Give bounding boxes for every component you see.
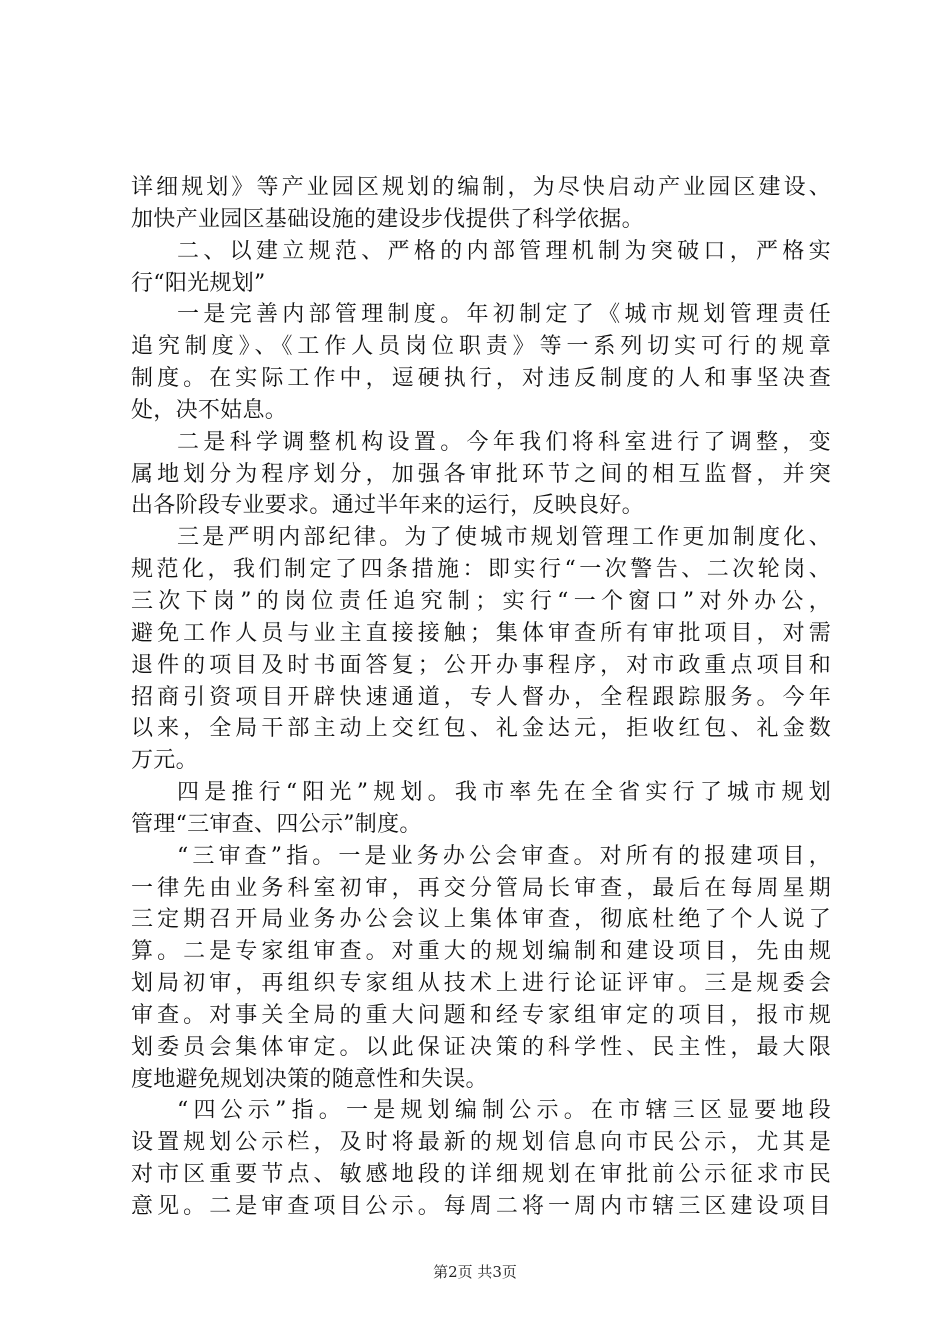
text-line: 度地避免规划决策的随意性和失误。 xyxy=(131,1066,488,1092)
document-body xyxy=(131,172,831,1223)
text-line: 四是推行“阳光”规划。我市率先在全省实行了城市规划 xyxy=(177,780,831,806)
text-line: 三定期召开局业务办公会议上集体审查，彻底杜绝了个人说了 xyxy=(131,907,831,933)
page-footer: 第2页 共3页 xyxy=(433,1263,517,1281)
text-line: 算。二是专家组审查。对重大的规划编制和建设项目，先由规 xyxy=(131,939,831,965)
text-line: 三是严明内部纪律。为了使城市规划管理工作更加制度化、 xyxy=(177,525,831,551)
text-line: 二、以建立规范、严格的内部管理机制为突破口，严格实 xyxy=(177,238,831,264)
text-line: 行“阳光规划” xyxy=(131,270,266,296)
text-line: 万元。 xyxy=(131,748,198,774)
text-line: 二是科学调整机构设置。今年我们将科室进行了调整，变 xyxy=(177,429,831,455)
text-line: 出各阶段专业要求。通过半年来的运行，反映良好。 xyxy=(131,493,644,519)
text-line: 划局初审，再组织专家组从技术上进行论证评审。三是规委会 xyxy=(131,971,831,997)
text-line: 避免工作人员与业主直接接触；集体审查所有审批项目，对需 xyxy=(131,620,831,646)
text-line: 一是完善内部管理制度。年初制定了《城市规划管理责任 xyxy=(177,302,831,328)
text-line: 三次下岗”的岗位责任追究制；实行“一个窗口”对外办公， xyxy=(131,588,831,614)
text-line: “四公示”指。一是规划编制公示。在市辖三区显要地段 xyxy=(177,1098,831,1124)
text-line: 加快产业园区基础设施的建设步伐提供了科学依据。 xyxy=(131,206,644,232)
text-line: 管理“三审查、四公示”制度。 xyxy=(131,811,422,837)
text-line: 规范化，我们制定了四条措施：即实行“一次警告、二次轮岗、 xyxy=(131,557,831,583)
text-line: “三审查”指。一是业务办公会审查。对所有的报建项目， xyxy=(177,843,831,869)
text-line: 对市区重要节点、敏感地段的详细规划在审批前公示征求市民 xyxy=(131,1162,831,1188)
text-line: 审查。对事关全局的重大问题和经专家组审定的项目，报市规 xyxy=(131,1002,831,1028)
text-line: 追究制度》、《工作人员岗位职责》等一系列切实可行的规章 xyxy=(131,334,831,360)
text-line: 制度。在实际工作中，逗硬执行，对违反制度的人和事坚决查 xyxy=(131,366,831,392)
text-line: 处，决不姑息。 xyxy=(131,397,288,423)
text-line: 属地划分为程序划分，加强各审批环节之间的相互监督，并突 xyxy=(131,461,831,487)
text-line: 退件的项目及时书面答复；公开办事程序，对市政重点项目和 xyxy=(131,652,831,678)
text-line: 设置规划公示栏，及时将最新的规划信息向市民公示，尤其是 xyxy=(131,1130,831,1156)
text-line: 以来，全局干部主动上交红包、礼金达元，拒收红包、礼金数 xyxy=(131,716,831,742)
text-line: 详细规划》等产业园区规划的编制，为尽快启动产业园区建设、 xyxy=(131,175,831,200)
text-line: 意见。二是审查项目公示。每周二将一周内市辖三区建设项目 xyxy=(131,1194,831,1219)
text-line: 划委员会集体审定。以此保证决策的科学性、民主性，最大限 xyxy=(131,1034,831,1060)
text-line: 一律先由业务科室初审，再交分管局长审查，最后在每周星期 xyxy=(131,875,831,901)
text-line: 招商引资项目开辟快速通道，专人督办，全程跟踪服务。今年 xyxy=(131,684,831,710)
